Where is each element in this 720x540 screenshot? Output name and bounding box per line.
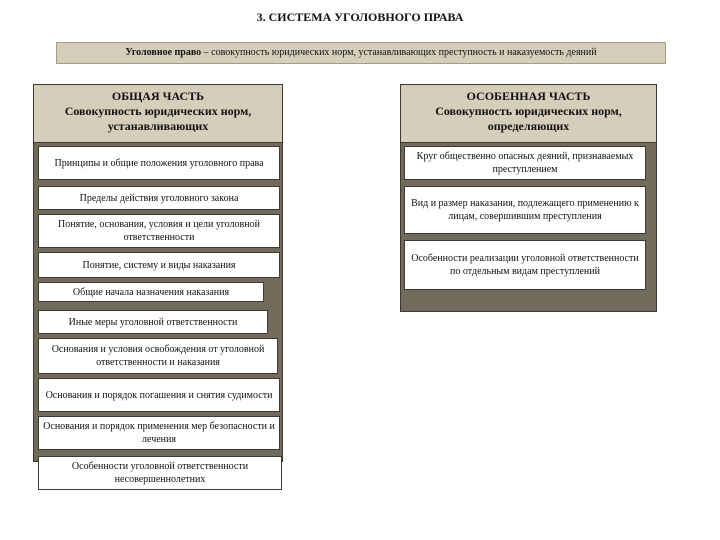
general-item: Основания и порядок применения мер безопасности и лечения xyxy=(38,416,280,450)
general-item: Понятие, систему и виды наказания xyxy=(38,252,280,278)
definition-banner xyxy=(56,42,666,64)
special-part-title: ОСОБЕННАЯ ЧАСТЬ xyxy=(466,89,591,103)
general-part-title: ОБЩАЯ ЧАСТЬ xyxy=(111,89,205,103)
special-item: Круг общественно опасных деяний, признаваемых преступлением xyxy=(404,146,646,180)
special-part-subtitle-2: определяющих xyxy=(487,119,570,133)
general-item: Основания и порядок погашения и снятия судимости xyxy=(38,378,280,412)
general-item: Особенности уголовной ответственности несовершеннолетних xyxy=(38,456,282,490)
general-item: Основания и условия освобождения от уголовной ответственности и наказания xyxy=(38,338,278,374)
general-item: Иные меры уголовной ответственности xyxy=(38,310,268,334)
general-part-header xyxy=(34,85,282,143)
special-item: Вид и размер наказания, подлежащего применению к лицам, совершившим преступления xyxy=(404,186,646,234)
special-part-header xyxy=(401,85,656,143)
definition-term: Уголовное право xyxy=(125,47,202,58)
general-item: Принципы и общие положения уголовного права xyxy=(38,146,280,180)
page-title: 3. СИСТЕМА УГОЛОВНОГО ПРАВА xyxy=(256,10,464,24)
general-item: Понятие, основания, условия и цели уголовной ответственности xyxy=(38,214,280,248)
special-item: Особенности реализации уголовной ответственности по отдельным видам преступлений xyxy=(404,240,646,290)
definition-text: – совокупность юридических норм, устанавливающих преступность и наказуемость деяний xyxy=(201,47,597,58)
special-part-subtitle-1: Совокупность юридических норм, xyxy=(435,104,622,118)
general-item: Общие начала назначения наказания xyxy=(38,282,264,302)
general-part-subtitle-2: устанавливающих xyxy=(107,119,209,133)
general-item: Пределы действия уголовного закона xyxy=(38,186,280,210)
general-part-subtitle-1: Совокупность юридических норм, xyxy=(64,104,252,118)
